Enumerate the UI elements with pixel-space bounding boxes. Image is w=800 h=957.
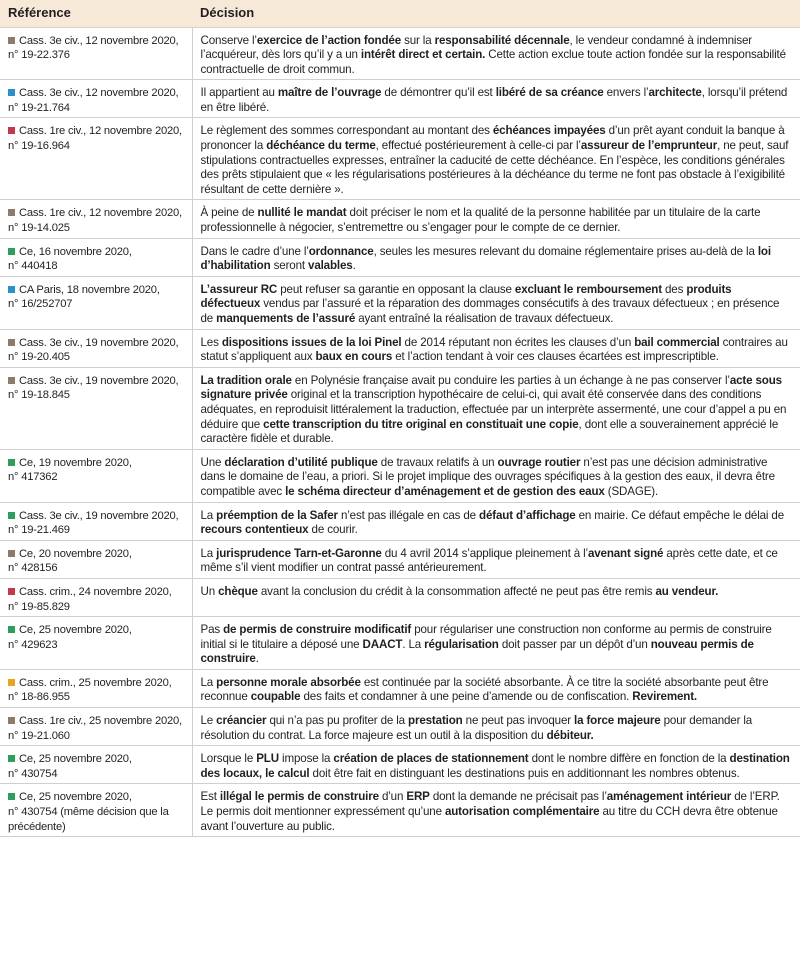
reference-text: Cass. crim., 24 novembre 2020, n° 19-85.829 <box>8 585 172 613</box>
decision-text: après cette date, et ce même s’il vient modifier un contrat passé antérieurement. <box>200 546 778 575</box>
decision-text-bold: valables <box>308 259 353 273</box>
decision-text: Est <box>200 790 220 804</box>
reference-text: Cass. 1re civ., 25 novembre 2020, n° 19-21.060 <box>8 715 182 742</box>
decision-text-bold: DAACT <box>362 637 403 651</box>
category-square-icon <box>8 512 15 519</box>
decision-text: doit passer par un dépôt d’un <box>498 637 651 651</box>
decision-cell <box>192 784 800 837</box>
decision-text-bold: défaut d’affichage <box>479 508 576 522</box>
decision-text-bold: le schéma directeur d’aménagement et de gestion des eaux <box>285 484 605 498</box>
table-row <box>0 276 800 329</box>
decision-text: doit préciser le nom et la qualité de la personne habilitée par un titulaire de la carte professionnelle à négocier, s’entremettre ou s’engager pour le compte de ce dernier. <box>200 206 761 235</box>
decision-text: Lorsque le <box>200 752 257 766</box>
reference-cell <box>0 329 192 367</box>
decision-text: peut refuser sa garantie en opposant la clause <box>277 282 515 296</box>
decision-cell <box>192 617 800 670</box>
table-row <box>0 449 800 502</box>
decision-text: . <box>255 652 259 666</box>
decision-cell <box>192 276 800 329</box>
reference-text: Cass. 3e civ., 19 novembre 2020, n° 19-18.845 <box>8 374 179 402</box>
decision-text: La <box>200 546 217 560</box>
reference-text: Ce, 16 novembre 2020, n° 440418 <box>8 245 132 273</box>
reference-text: Ce, 25 novembre 2020, n° 430754 <box>8 753 132 780</box>
decision-text: pour régulariser une construction non conforme au permis de construire initial si le titulaire a déposé une <box>200 623 772 651</box>
decision-text: À peine de <box>200 206 258 220</box>
decision-text: La <box>200 508 217 522</box>
decision-text: de 2014 réputant non écrites les clauses d’un <box>401 335 635 349</box>
reference-text: Ce, 25 novembre 2020, n° 429623 <box>8 624 132 651</box>
category-square-icon <box>8 209 15 216</box>
reference-text: CA Paris, 18 novembre 2020, n° 16/252707 <box>8 283 160 311</box>
header-decision: Décision <box>192 0 800 27</box>
decision-text: au titre du CCH devra être obtenue avant l’ouverture au public. <box>200 805 778 833</box>
reference-cell <box>0 746 192 784</box>
reference-cell <box>0 502 192 540</box>
category-square-icon <box>8 755 15 762</box>
decision-text-bold: la force majeure <box>574 714 661 728</box>
table-row <box>0 540 800 578</box>
decision-text: Conserve l’ <box>200 33 257 47</box>
table-body <box>0 27 800 837</box>
decision-text-bold: prestation <box>408 714 463 728</box>
decision-text: Il appartient au <box>200 86 278 100</box>
table-row <box>0 502 800 540</box>
decision-text-bold: régularisation <box>424 637 499 651</box>
decision-text-bold: PLU <box>256 752 279 766</box>
decision-text: Dans le cadre d’une l’ <box>200 244 309 258</box>
decision-text: Pas <box>200 623 224 637</box>
table-row <box>0 27 800 80</box>
decision-text-bold: ouvrage routier <box>497 455 581 469</box>
decision-cell <box>192 669 800 707</box>
decision-cell <box>192 367 800 449</box>
decision-text-bold: coupable <box>250 690 301 704</box>
reference-cell <box>0 617 192 670</box>
decision-text-bold: de permis de construire modificatif <box>223 623 412 637</box>
reference-cell <box>0 540 192 578</box>
category-square-icon <box>8 550 15 557</box>
decision-text-bold: déclaration d’utilité publique <box>224 455 378 469</box>
decision-text: n’est pas illégale en cas de <box>337 508 480 522</box>
decision-text-bold: déchéance du terme <box>266 139 376 153</box>
reference-cell <box>0 708 192 746</box>
decision-text: de travaux relatifs à un <box>377 455 498 469</box>
decision-text-bold: intérêt direct et certain. <box>360 48 486 62</box>
decision-text-bold: recours contentieux <box>200 523 309 537</box>
decision-text: Le règlement des sommes correspondant au montant des <box>200 124 493 138</box>
decision-text-bold: jurisprudence Tarn-et-Garonne <box>216 546 382 560</box>
reference-cell <box>0 669 192 707</box>
decision-text: , le vendeur condamné à indemniser l’acquéreur, dès lors qu’il y a un <box>200 33 752 62</box>
reference-text: Cass. 3e civ., 12 novembre 2020, n° 19-22.376 <box>8 34 179 62</box>
decision-cell <box>192 746 800 784</box>
decision-text: de courir. <box>308 523 358 537</box>
decision-text: de démontrer qu’il est <box>381 86 496 100</box>
decision-text-bold: baux en cours <box>315 350 393 364</box>
decision-text: du 4 avril 2014 s’applique pleinement à l’ <box>381 546 588 560</box>
reference-cell <box>0 118 192 200</box>
decision-text-bold: maître de l’ouvrage <box>277 86 382 100</box>
decision-text: vendus par l’assuré et la réparation des dommages consécutifs à des travaux défectueux ; en présence de <box>200 297 780 325</box>
decision-cell <box>192 80 800 118</box>
category-square-icon <box>8 377 15 384</box>
table-row <box>0 200 800 238</box>
decision-text: dont le nombre diffère en fonction de la <box>528 752 730 766</box>
decision-text-bold: illégal le permis de construire <box>219 790 379 804</box>
decision-cell <box>192 200 800 238</box>
category-square-icon <box>8 459 15 466</box>
decision-cell <box>192 502 800 540</box>
decision-text-bold: produits défectueux <box>200 282 732 311</box>
decision-text-bold: personne morale absorbée <box>216 675 361 689</box>
decision-text-bold: acte sous signature privée <box>200 373 782 402</box>
decision-text-bold: excluant le remboursement <box>514 282 662 296</box>
decision-text-bold: créancier <box>216 714 267 728</box>
decision-text-bold: autorisation complémentaire <box>444 805 600 819</box>
decision-text-bold: manquements de l’assuré <box>216 312 356 325</box>
reference-text: Cass. 1re civ., 12 novembre 2020, n° 19-16.964 <box>8 125 182 153</box>
reference-text: Cass. 1re civ., 12 novembre 2020, n° 19-14.025 <box>8 207 182 235</box>
decision-cell <box>192 578 800 616</box>
category-square-icon <box>8 626 15 633</box>
reference-text: Cass. 3e civ., 19 novembre 2020, n° 19-20.405 <box>8 336 179 364</box>
table-row <box>0 746 800 784</box>
decision-cell <box>192 238 800 276</box>
decision-text: , dont elle a souverainement apprécié le caractère fidèle et durable. <box>200 417 779 446</box>
decision-text-bold: responsabilité décennale <box>434 33 570 47</box>
decision-text: pour demander la résolution du contrat. La force majeure est un outil à la disposition du <box>200 714 753 742</box>
reference-text: Ce, 20 novembre 2020, n° 428156 <box>8 547 132 575</box>
decision-text-bold: aménagement intérieur <box>606 790 732 804</box>
decision-text-bold: au vendeur. <box>655 584 719 598</box>
decision-text: d’un prêt ayant conduit la banque à prononcer la <box>200 124 785 153</box>
decision-text: . La <box>402 637 425 651</box>
decision-text: , effectué postérieurement à celle-ci par l’ <box>375 139 581 153</box>
reference-cell <box>0 784 192 837</box>
table-row <box>0 784 800 837</box>
decision-cell <box>192 118 800 200</box>
category-square-icon <box>8 248 15 255</box>
decision-text: , ne peut, sauf stipulations contractuelles expresses, entraîner la caducité de cette déchéance. En l’espèce, les conditions générales des prêts stipulaient que « les régularisations postérieures à la déchéance du terme ne font pas obstacle à l’exigibilité résultant de cette dernière ». <box>200 139 789 196</box>
decision-text: envers l’ <box>603 86 649 100</box>
reference-cell <box>0 238 192 276</box>
decision-text: (SDAGE). <box>604 484 659 498</box>
reference-cell <box>0 27 192 80</box>
decision-text: . <box>352 259 356 273</box>
category-square-icon <box>8 89 15 96</box>
decision-text-bold: bail commercial <box>634 335 720 349</box>
category-square-icon <box>8 339 15 346</box>
decision-cell <box>192 449 800 502</box>
decision-text-bold: ordonnance <box>308 244 374 258</box>
reference-text: Cass. 3e civ., 12 novembre 2020, n° 19-21.764 <box>8 87 179 114</box>
reference-cell <box>0 367 192 449</box>
decision-text: contraires au statut s’appliquent aux <box>200 335 788 364</box>
table-row <box>0 578 800 616</box>
table-row <box>0 708 800 746</box>
decision-text-bold: chèque <box>218 584 258 598</box>
decision-text-bold: préemption de la Safer <box>216 508 338 522</box>
decision-text-bold: loi d’habilitation <box>200 244 771 273</box>
decision-text-bold: assureur de l’emprunteur <box>580 139 718 153</box>
decision-text: sur la <box>401 33 435 47</box>
decision-cell <box>192 329 800 367</box>
table-row <box>0 367 800 449</box>
decision-text-bold: libéré de sa créance <box>495 86 604 100</box>
decision-text-bold: débiteur. <box>546 728 594 742</box>
decision-text: ayant entraîné la réalisation de travaux défectueux. <box>355 312 614 325</box>
decision-text-bold: avenant signé <box>587 546 664 560</box>
reference-text: Ce, 19 novembre 2020, n° 417362 <box>8 456 132 484</box>
decision-text-bold: cette transcription du titre original en constituait une copie <box>263 417 579 431</box>
decision-text-bold: nullité le mandat <box>257 206 347 220</box>
category-square-icon <box>8 127 15 134</box>
decision-text: en mairie. Ce défaut empêche le délai de <box>575 508 785 522</box>
decision-cell <box>192 27 800 80</box>
decision-text: , lorsqu’il prétend en être libéré. <box>200 86 788 114</box>
decision-text-bold: destination des locaux, le calcul <box>200 752 790 780</box>
decision-text: Les <box>200 335 222 349</box>
decision-text: qui n’a pas pu profiter de la <box>266 714 409 728</box>
reference-cell <box>0 276 192 329</box>
decision-text: est continuée par la société absorbante. À ce titre la société absorbante peut être reconnue <box>200 675 769 704</box>
reference-cell <box>0 80 192 118</box>
decision-text: doit être fait en distinguant les destinations puis en additionnant les nombres obtenus. <box>309 766 740 780</box>
reference-cell <box>0 578 192 616</box>
decision-text: La <box>200 675 217 689</box>
decision-text: en Polynésie française avait pu conduire les parties à un échange à ne pas conserver l’ <box>291 373 730 387</box>
category-square-icon <box>8 717 15 724</box>
category-square-icon <box>8 793 15 800</box>
decision-text-bold: dispositions issues de la loi Pinel <box>221 335 402 349</box>
decision-text: seront <box>270 259 309 273</box>
header-reference: Référence <box>0 0 192 27</box>
decision-text: Le <box>200 714 217 728</box>
table-row <box>0 238 800 276</box>
decision-text: et l’action tendant à voir ces clauses écartées est imprescriptible. <box>392 350 719 364</box>
table-row <box>0 669 800 707</box>
reference-text: Ce, 25 novembre 2020, n° 430754 (même décision que la précédente) <box>8 791 169 833</box>
decision-text-bold: création de places de stationnement <box>333 752 529 766</box>
decision-text-bold: Revirement. <box>632 690 698 704</box>
table-row <box>0 329 800 367</box>
category-square-icon <box>8 679 15 686</box>
decision-cell <box>192 540 800 578</box>
table-row <box>0 80 800 118</box>
decision-text: d’un <box>378 790 407 804</box>
decision-text: ne peut pas invoquer <box>462 714 575 728</box>
decision-text-bold: La tradition orale <box>200 373 292 387</box>
reference-text: Cass. 3e civ., 19 novembre 2020, n° 19-21.469 <box>8 509 179 537</box>
reference-text: Cass. crim., 25 novembre 2020, n° 18-86.955 <box>8 676 172 704</box>
decision-text-bold: exercice de l’action fondée <box>256 33 401 47</box>
reference-cell <box>0 449 192 502</box>
decision-text: dont la demande ne précisait pas l’ <box>429 790 607 804</box>
decision-text: Une <box>200 455 225 469</box>
decision-cell <box>192 708 800 746</box>
decision-text-bold: échéances impayées <box>492 124 606 138</box>
table-header-row <box>0 0 800 27</box>
table-row <box>0 617 800 670</box>
decision-text: de l’ERP. Le permis doit mentionner expressément qu’une <box>200 790 780 819</box>
table-row <box>0 118 800 200</box>
decision-text: n’est pas une décision administrative dans le domaine de l’eau, a priori. Si le projet implique des ouvrages spécifiques à la gestion des eaux, il devra être compatible avec <box>200 455 775 498</box>
category-square-icon <box>8 37 15 44</box>
decision-text: original et la transcription hypothécaire de celui-ci, qui avait été conservée dans des conditions adéquates, en reproduisit littéralement la traduction, effectuée par un interprète assermenté, une cour d’appel a pu en déduire que <box>200 388 787 431</box>
decision-text: , seules les mesures relevant du domaine réglementaire prises au-delà de la <box>373 244 758 258</box>
category-square-icon <box>8 286 15 293</box>
decision-text: impose la <box>278 752 334 766</box>
category-square-icon <box>8 588 15 595</box>
decision-text: avant la conclusion du crédit à la consommation affecté ne peut pas être remis <box>257 584 656 598</box>
decision-text: Un <box>200 584 219 598</box>
decision-text-bold: L’assureur RC <box>200 282 278 296</box>
decision-text: des faits et condamner à une peine d’amende ou de confiscation. <box>300 690 633 704</box>
decision-text-bold: architecte <box>648 86 702 100</box>
decision-text-bold: nouveau permis de construire <box>200 637 754 666</box>
decision-text: Cette action exclue toute action fondée sur la responsabilité contractuelle de droit commun. <box>200 48 786 76</box>
reference-cell <box>0 200 192 238</box>
decision-text: des <box>661 282 687 296</box>
decision-text-bold: ERP <box>406 790 430 804</box>
